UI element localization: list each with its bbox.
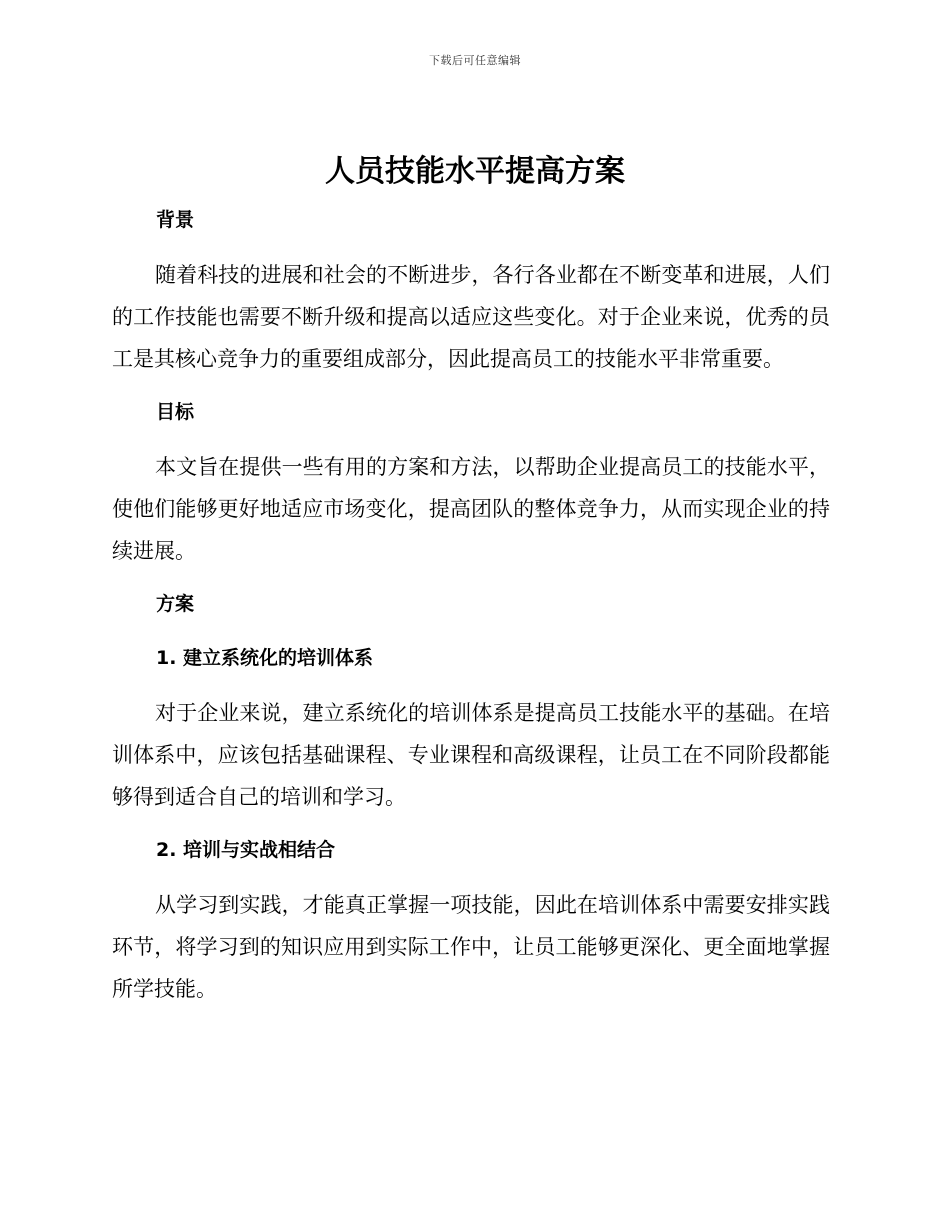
document-body [112, 198, 830, 1010]
subsection-heading-training-system: 1. 建立系统化的培训体系 [156, 647, 374, 669]
section-heading-plan: 方案 [156, 593, 195, 615]
paragraph-background: 随着科技的进展和社会的不断进步，各行各业都在不断变革和进展，人们的工作技能也需要不断升级和提高以适应这些变化。对于企业来说，优秀的员工是其核心竞争力的重要组成部分，因此提高员工的技能水平非常重要。 [112, 263, 830, 371]
page-header-note: 下载后可任意编辑 [429, 54, 521, 67]
paragraph-goal: 本文旨在提供一些有用的方案和方法，以帮助企业提高员工的技能水平，使他们能够更好地适应市场变化，提高团队的整体竞争力，从而实现企业的持续进展。 [112, 455, 830, 563]
document-title: 人员技能水平提高方案 [325, 154, 625, 189]
subsection-heading-training-practice: 2. 培训与实战相结合 [156, 839, 336, 861]
paragraph-training-system: 对于企业来说，建立系统化的培训体系是提高员工技能水平的基础。在培训体系中，应该包括基础课程、专业课程和高级课程，让员工在不同阶段都能够得到适合自己的培训和学习。 [112, 701, 830, 809]
section-heading-goal: 目标 [156, 401, 195, 423]
paragraph-training-practice: 从学习到实践，才能真正掌握一项技能，因此在培训体系中需要安排实践环节，将学习到的知识应用到实际工作中，让员工能够更深化、更全面地掌握所学技能。 [112, 893, 830, 1001]
section-heading-background: 背景 [156, 209, 195, 231]
